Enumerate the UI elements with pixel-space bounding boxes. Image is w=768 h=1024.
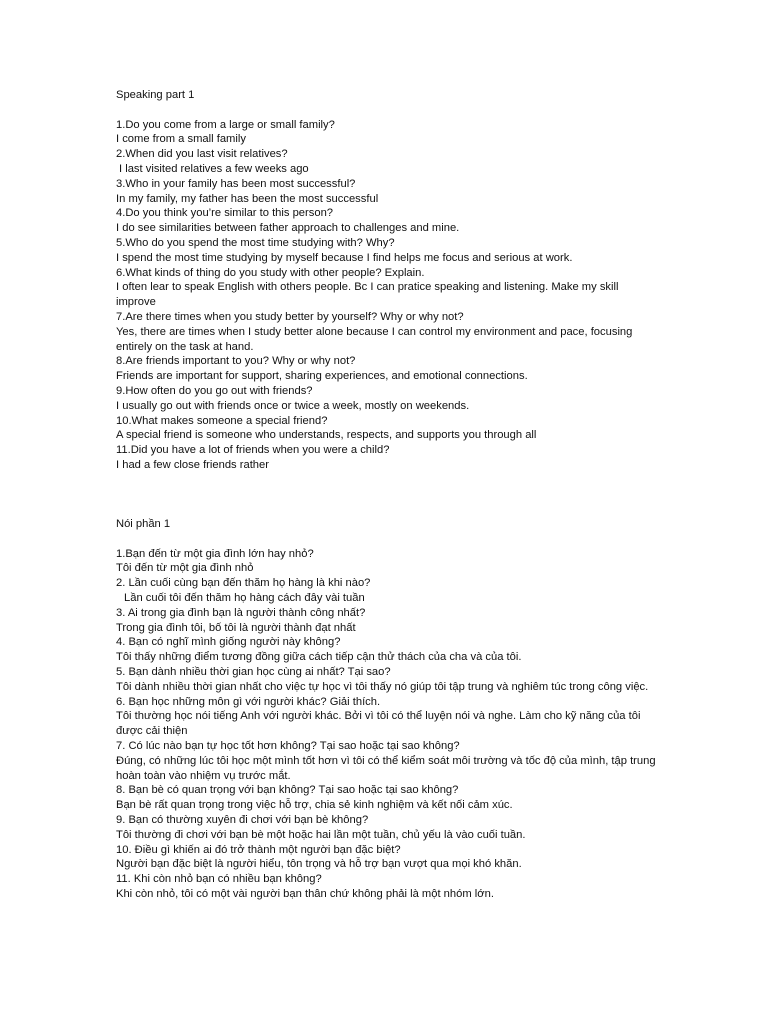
question-3: 3.Who in your family has been most successful? bbox=[116, 177, 356, 190]
answer-2: I last visited relatives a few weeks ago bbox=[119, 162, 309, 175]
vi-question-1: 1.Bạn đến từ một gia đình lớn hay nhỏ? bbox=[116, 547, 314, 560]
vi-answer-11: Khi còn nhỏ, tôi có một vài người bạn thân chứ không phải là một nhóm lớn. bbox=[116, 887, 494, 900]
vi-answer-7: Đúng, có những lúc tôi học một mình tốt hơn vì tôi có thể kiểm soát môi trường và tốc độ của mình, tập trung hoàn toàn vào nhiệm vụ trước mắt. bbox=[116, 754, 656, 782]
vi-answer-9: Tôi thường đi chơi với bạn bè một hoặc hai lần một tuần, chủ yếu là vào cuối tuần. bbox=[116, 828, 526, 841]
question-5: 5.Who do you spend the most time studying with? Why? bbox=[116, 236, 395, 249]
vi-answer-10: Người bạn đặc biệt là người hiểu, tôn trọng và hỗ trợ bạn vượt qua mọi khó khăn. bbox=[116, 858, 522, 871]
question-11: 11.Did you have a lot of friends when you were a child? bbox=[116, 444, 390, 457]
vi-question-9: 9. Bạn có thường xuyên đi chơi với bạn bè không? bbox=[116, 813, 369, 826]
answer-5: I spend the most time studying by myself because I find helps me focus and serious at work. bbox=[116, 251, 573, 264]
question-7: 7.Are there times when you study better by yourself? Why or why not? bbox=[116, 310, 464, 323]
question-2: 2.When did you last visit relatives? bbox=[116, 148, 288, 161]
answer-11: I had a few close friends rather bbox=[116, 458, 269, 471]
vi-answer-8: Bạn bè rất quan trọng trong việc hỗ trợ, chia sẻ kinh nghiệm và kết nối cảm xúc. bbox=[116, 799, 513, 812]
vi-question-5: 5. Bạn dành nhiều thời gian học cùng ai nhất? Tại sao? bbox=[116, 665, 391, 678]
vi-question-10: 10. Điều gì khiến ai đó trở thành một người bạn đặc biệt? bbox=[116, 843, 401, 856]
vi-answer-3: Trong gia đình tôi, bố tôi là người thành đạt nhất bbox=[116, 621, 356, 634]
answer-10: A special friend is someone who understands, respects, and supports you through all bbox=[116, 429, 537, 442]
question-6: 6.What kinds of thing do you study with other people? Explain. bbox=[116, 266, 425, 279]
vi-question-11: 11. Khi còn nhỏ bạn có nhiều bạn không? bbox=[116, 873, 322, 886]
question-10: 10.What makes someone a special friend? bbox=[116, 414, 328, 427]
vietnamese-section bbox=[116, 517, 656, 902]
question-8: 8.Are friends important to you? Why or why not? bbox=[116, 355, 356, 368]
answer-7: Yes, there are times when I study better alone because I can control my environment and pace, focusing entirely on the task at hand. bbox=[116, 325, 633, 353]
answer-9: I usually go out with friends once or twice a week, mostly on weekends. bbox=[116, 399, 470, 412]
vi-question-2: 2. Lần cuối cùng bạn đến thăm họ hàng là khi nào? bbox=[116, 577, 371, 590]
answer-1: I come from a small family bbox=[116, 133, 246, 146]
vi-question-3: 3. Ai trong gia đình bạn là người thành công nhất? bbox=[116, 606, 366, 619]
english-title: Speaking part 1 bbox=[116, 89, 195, 101]
english-section bbox=[116, 88, 656, 473]
vi-answer-1: Tôi đến từ một gia đình nhỏ bbox=[116, 562, 254, 575]
vi-question-4: 4. Bạn có nghĩ mình giống người này không? bbox=[116, 636, 341, 649]
answer-8: Friends are important for support, sharing experiences, and emotional connections. bbox=[116, 370, 528, 383]
question-1: 1.Do you come from a large or small family? bbox=[116, 118, 335, 131]
answer-3: In my family, my father has been the most successful bbox=[116, 192, 379, 205]
answer-4: I do see similarities between father approach to challenges and mine. bbox=[116, 222, 460, 235]
answer-6: I often lear to speak English with others people. Bc I can pratice speaking and listening. Make my skill improve bbox=[116, 281, 619, 309]
vi-answer-5: Tôi dành nhiều thời gian nhất cho việc tự học vì tôi thấy nó giúp tôi tập trung và nghiêm túc trong công việc. bbox=[116, 680, 649, 693]
question-9: 9.How often do you go out with friends? bbox=[116, 384, 313, 397]
vi-question-7: 7. Có lúc nào bạn tự học tốt hơn không? Tại sao hoặc tại sao không? bbox=[116, 739, 460, 752]
vi-answer-4: Tôi thấy những điểm tương đồng giữa cách tiếp cận thử thách của cha và của tôi. bbox=[116, 651, 522, 664]
vi-answer-2: Lần cuối tôi đến thăm họ hàng cách đây vài tuần bbox=[124, 591, 365, 604]
vi-question-6: 6. Bạn học những môn gì với người khác? Giải thích. bbox=[116, 695, 381, 708]
vietnamese-title: Nói phần 1 bbox=[116, 518, 171, 530]
vi-answer-6: Tôi thường học nói tiếng Anh với người khác. Bởi vì tôi có thể luyện nói và nghe. Làm cho kỹ năng của tôi được cải thiện bbox=[116, 710, 641, 738]
vi-question-8: 8. Bạn bè có quan trọng với bạn không? Tại sao hoặc tại sao không? bbox=[116, 784, 459, 797]
question-4: 4.Do you think you’re similar to this person? bbox=[116, 207, 334, 220]
